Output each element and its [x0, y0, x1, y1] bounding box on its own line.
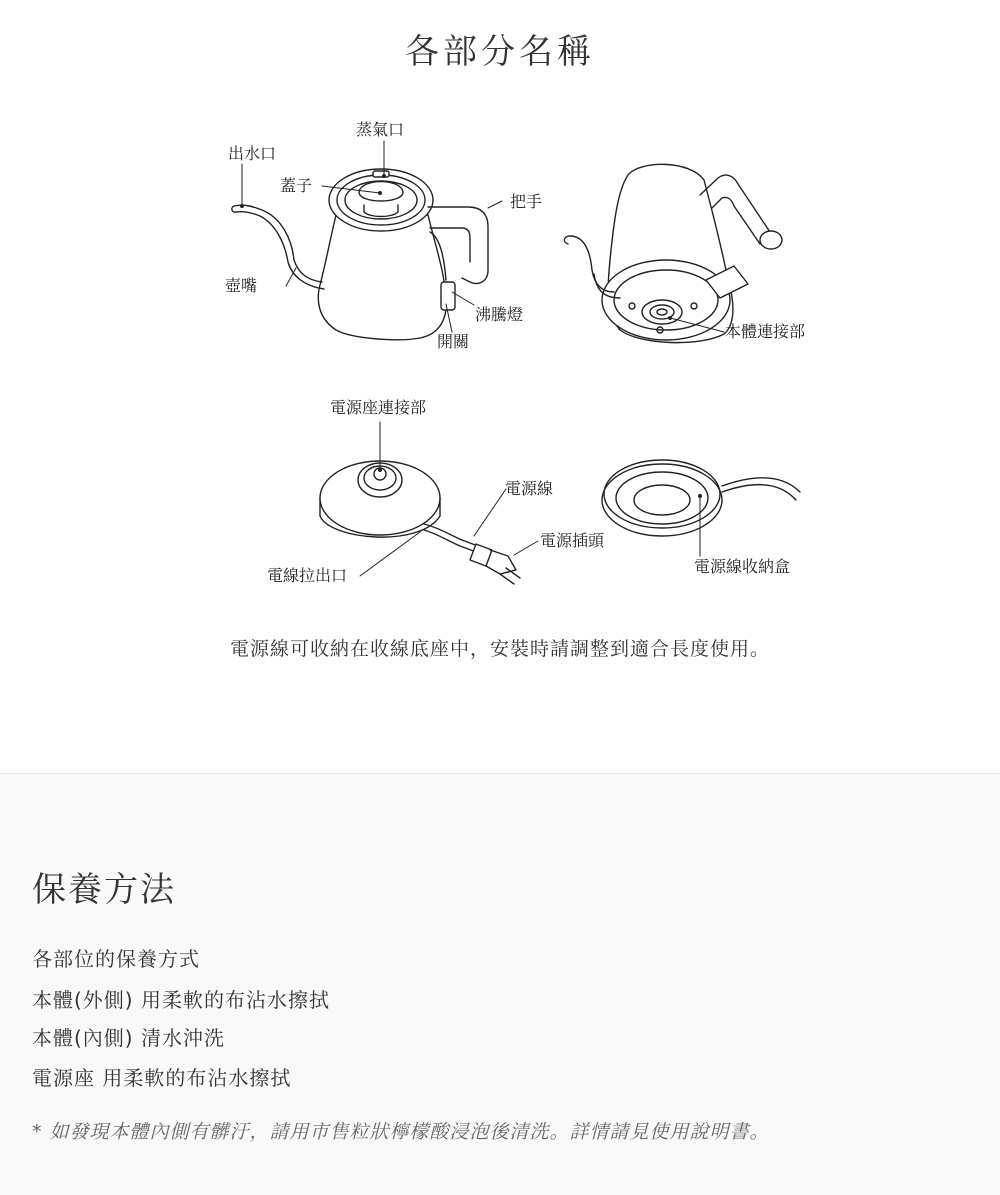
care-item: 電源座 用柔軟的布沾水擦拭	[32, 1066, 292, 1090]
label-body-connector: 本體連接部	[725, 322, 806, 341]
care-item: 各部位的保養方式	[32, 947, 200, 971]
label-power-cord: 電源線	[505, 479, 554, 498]
kettle-back-illustration	[564, 164, 782, 342]
care-note: * 如發現本體內側有髒汙，請用市售粒狀檸檬酸浸泡後清洗。詳情請見使用說明書。	[32, 1121, 770, 1143]
base-plate-illustration	[320, 461, 520, 584]
label-steam-vent: 蒸氣口	[356, 120, 405, 139]
kettle-front-illustration	[232, 169, 488, 340]
label-cord-outlet: 電線拉出口	[267, 566, 348, 585]
parts-caption: 電源線可收納在收線底座中，安裝時請調整到適合長度使用。	[229, 638, 770, 660]
label-cord-storage: 電源線收納盒	[694, 557, 791, 576]
label-power-plug: 電源插頭	[540, 531, 605, 550]
label-boil-light: 沸騰燈	[475, 305, 524, 324]
label-spout: 壺嘴	[225, 276, 258, 295]
care-item: 本體(內側) 清水沖洗	[32, 1026, 225, 1050]
label-base-connector: 電源座連接部	[330, 398, 427, 417]
care-title: 保養方法	[32, 870, 176, 910]
cord-storage-illustration	[602, 460, 800, 536]
label-lid: 蓋子	[280, 176, 313, 195]
label-spout-outlet: 出水口	[228, 144, 277, 163]
label-handle: 把手	[510, 192, 543, 211]
label-switch: 開關	[437, 332, 470, 351]
parts-title: 各部分名稱	[405, 32, 595, 72]
care-item: 本體(外側) 用柔軟的布沾水擦拭	[32, 988, 330, 1012]
